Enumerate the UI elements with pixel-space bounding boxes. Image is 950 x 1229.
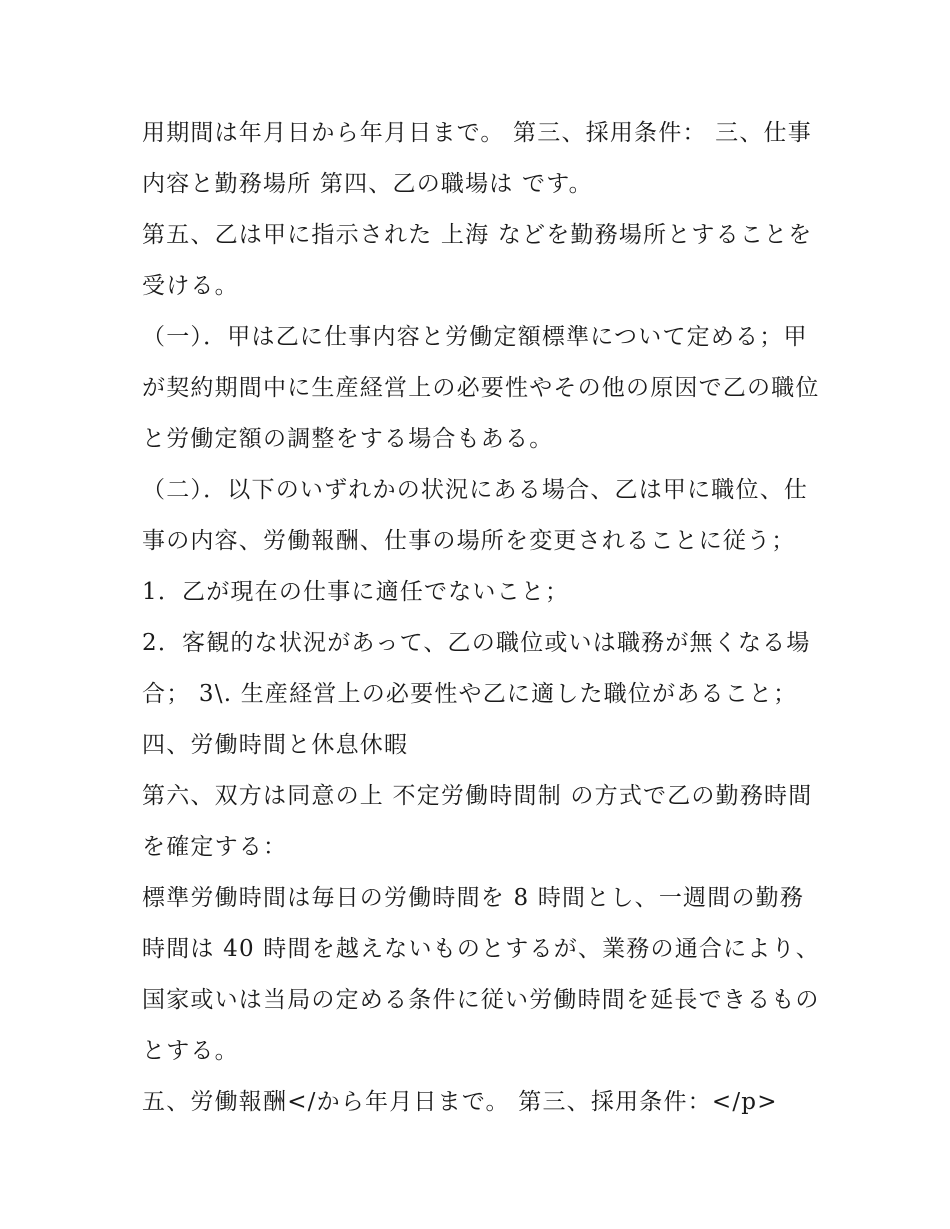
paragraph-5: 2．客観的な状況があって、乙の職位或いは職務が無くなる場合； 3\. 生産経営上の必要性や乙に適した職位があること； 四、労働時間と休息休暇 [142,630,811,758]
paragraph-3: （一）．甲は乙に仕事内容と労働定額標準について定める；甲が契約期間中に生産経営上の必要性やその他の原因で乙の職位と労働定額の調整をする場合もある。 [142,324,820,452]
paragraph-8: 五、労働報酬</から年月日まで。 第三、採用条件：</p> [142,1089,778,1115]
paragraph-2: 第五、乙は甲に指示された 上海 などを勤務場所とすることを受ける。 [142,222,813,299]
paragraph-6: 第六、双方は同意の上 不定労働時間制 の方式で乙の勤務時間を確定する： [142,783,813,860]
paragraph-7: 標準労働時間は毎日の労働時間を 8 時間とし、一週間の勤務時間は 40 時間を越えないものとするが、業務の通合により、国家或いは当局の定める条件に従い労働時間を延長できるものとする。 [142,885,820,1064]
paragraph-1: 用期間は年月日から年月日まで。 第三、採用条件： 三、仕事内容と勤務場所 第四、乙の職場は です。 [142,120,812,197]
document-body [142,108,822,1128]
paragraph-4: （二）．以下のいずれかの状況にある場合、乙は甲に職位、仕事の内容、労働報酬、仕事の場所を変更されることに従う； 1．乙が現在の仕事に適任でないこと； [142,477,809,605]
